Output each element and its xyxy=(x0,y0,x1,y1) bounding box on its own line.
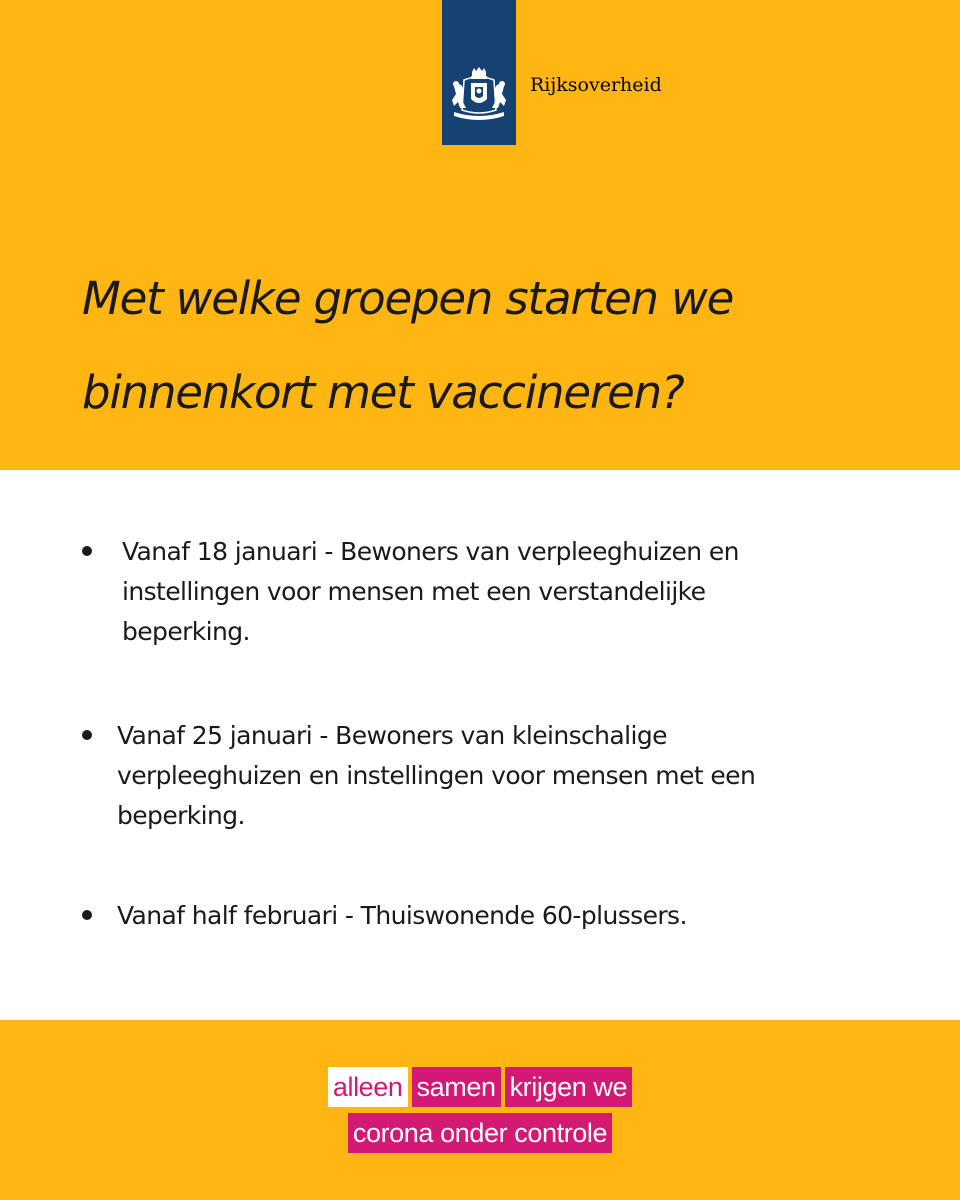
organization-name: Rijksoverheid xyxy=(530,74,662,96)
slogan-line-2 xyxy=(0,1113,960,1153)
footer-band xyxy=(0,1020,960,1200)
title-line-2: binnenkort met vaccineren? xyxy=(82,366,684,419)
slogan-line-1 xyxy=(0,1067,960,1107)
bullet-icon xyxy=(82,730,92,740)
logo-block xyxy=(442,0,516,145)
coat-of-arms-icon xyxy=(446,66,512,128)
bullet-list xyxy=(0,470,960,1020)
list-item-text: Vanaf 25 januari - Bewoners van kleinschalige verpleeghuizen en instellingen voor mensen met een beperking. xyxy=(117,721,756,830)
bullet-icon xyxy=(82,546,92,556)
slogan-word-krijgen-we: krijgen we xyxy=(505,1067,633,1107)
title-line-1: Met welke groepen starten we xyxy=(82,272,734,325)
slogan-corona-onder-controle: corona onder controle xyxy=(348,1113,612,1153)
header-band xyxy=(0,0,960,470)
slogan-word-alleen: alleen xyxy=(328,1067,408,1107)
list-item-text: Vanaf 18 januari - Bewoners van verpleeghuizen en instellingen voor mensen met een verstandelijke beperking. xyxy=(122,537,739,646)
bullet-icon xyxy=(82,910,92,920)
list-item-text: Vanaf half februari - Thuiswonende 60-plussers. xyxy=(117,901,687,930)
slogan-word-samen: samen xyxy=(412,1067,501,1107)
page-title xyxy=(82,252,902,440)
